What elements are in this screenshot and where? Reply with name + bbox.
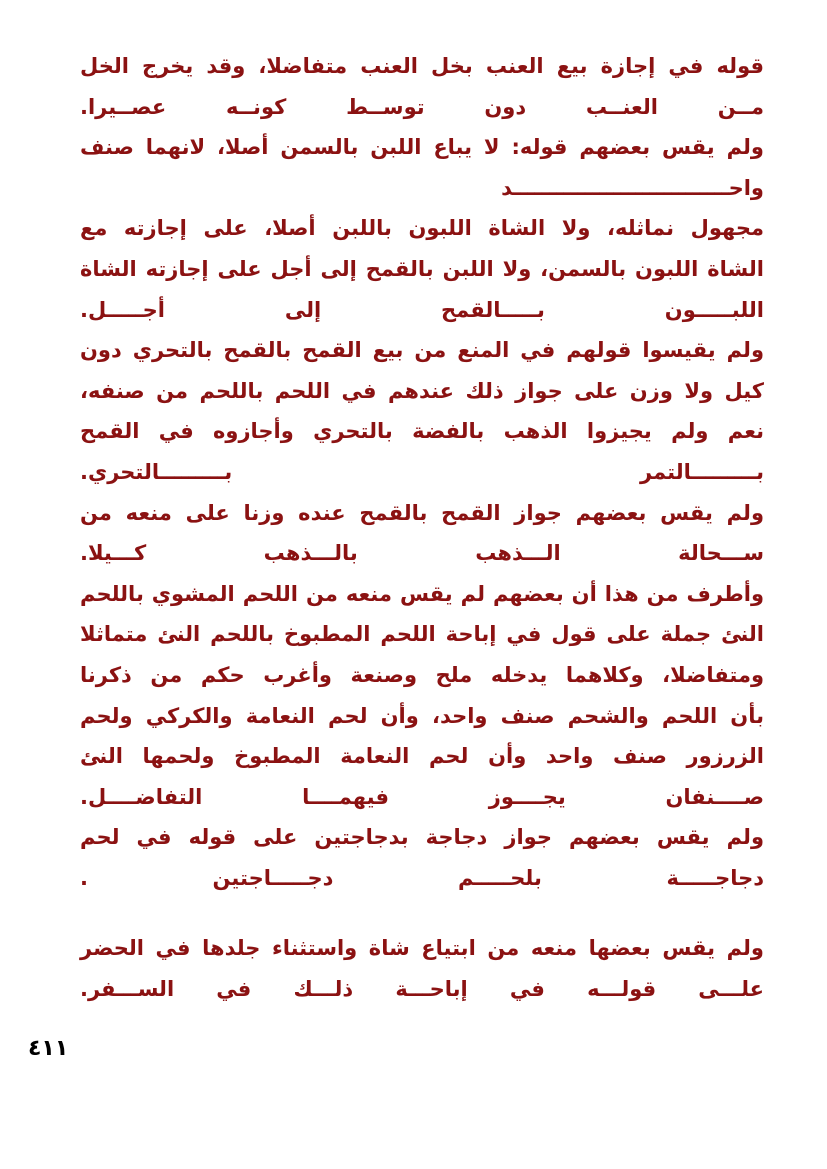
text-line: الشاة اللبون بالسمن، ولا اللبن بالقمح إلى أجل على إجازته الشاة [80,256,764,281]
text-line: نعم ولم يجيزوا الذهب بالفضة بالتحري وأجازوه في القمح [80,419,764,444]
page-number: ٤١١ [28,1036,69,1061]
text-line: بـــــــــالتمر بـــــــــالتحري. [80,459,764,484]
text-line: الزرزور صنف واحد وأن لحم النعامة المطبوخ ولحمها النئ [80,744,764,769]
text-line: ولم يقس بعضهم قوله: لا يباع اللبن بالسمن أصلا، لانهما صنف [80,135,764,160]
text-line: ولم يقس بعضهم جواز دجاجة بدجاجتين على قوله في لحم [80,825,764,850]
text-line: مــن العنــب دون توســط كونــه عصــيرا. [80,94,764,119]
text-line: وأطرف من هذا أن بعضهم لم يقس منعه من اللحم المشوي باللحم [80,581,764,606]
text-line: واحــــــــــــــــــــــــــــــد [501,175,764,200]
text-line: اللبـــــون بـــــالقمح إلى أجـــــل. [80,297,764,322]
text-line: ولم يقس بعضها منعه من ابتياع شاة واستثناء جلدها في الحضر [80,936,764,961]
text-line: ولم يقس بعضهم جواز القمح بالقمح عنده وزنا على منعه من [80,500,764,525]
text-line: ســـحالة الـــذهب بالـــذهب كـــيلا. [80,541,764,566]
document-body [80,46,764,1010]
text-line: كيل ولا وزن على جواز ذلك عندهم في اللحم باللحم من صنفه، [80,378,764,403]
text-line: مجهول نماثله، ولا الشاة اللبون باللبن أصلا، على إجازته مع [80,216,764,241]
text-line: قوله في إجازة بيع العنب بخل العنب متفاضلا، وقد يخرج الخل [80,54,764,78]
text-line: النئ جملة على قول في إباحة اللحم المطبوخ باللحم النئ متماثلا [80,622,764,647]
text-line: ومتفاضلا، وكلاهما يدخله ملح وصنعة وأغرب حكم من ذكرنا [80,662,764,687]
text-line: علـــى قولـــه في إباحـــة ذلـــك في الســـفر. [80,977,764,1002]
text-line: بأن اللحم والشحم صنف واحد، وأن لحم النعامة والكركي ولحم [80,703,764,728]
text-line: صــــنفان يجــــوز فيهمــــا التفاضــــل. [80,784,764,809]
text-line: ولم يقيسوا قولهم في المنع من بيع القمح بالقمح بالتحري دون [80,338,764,363]
text-line: دجاجـــــة بلحـــــم دجـــــاجتين . [80,865,764,890]
